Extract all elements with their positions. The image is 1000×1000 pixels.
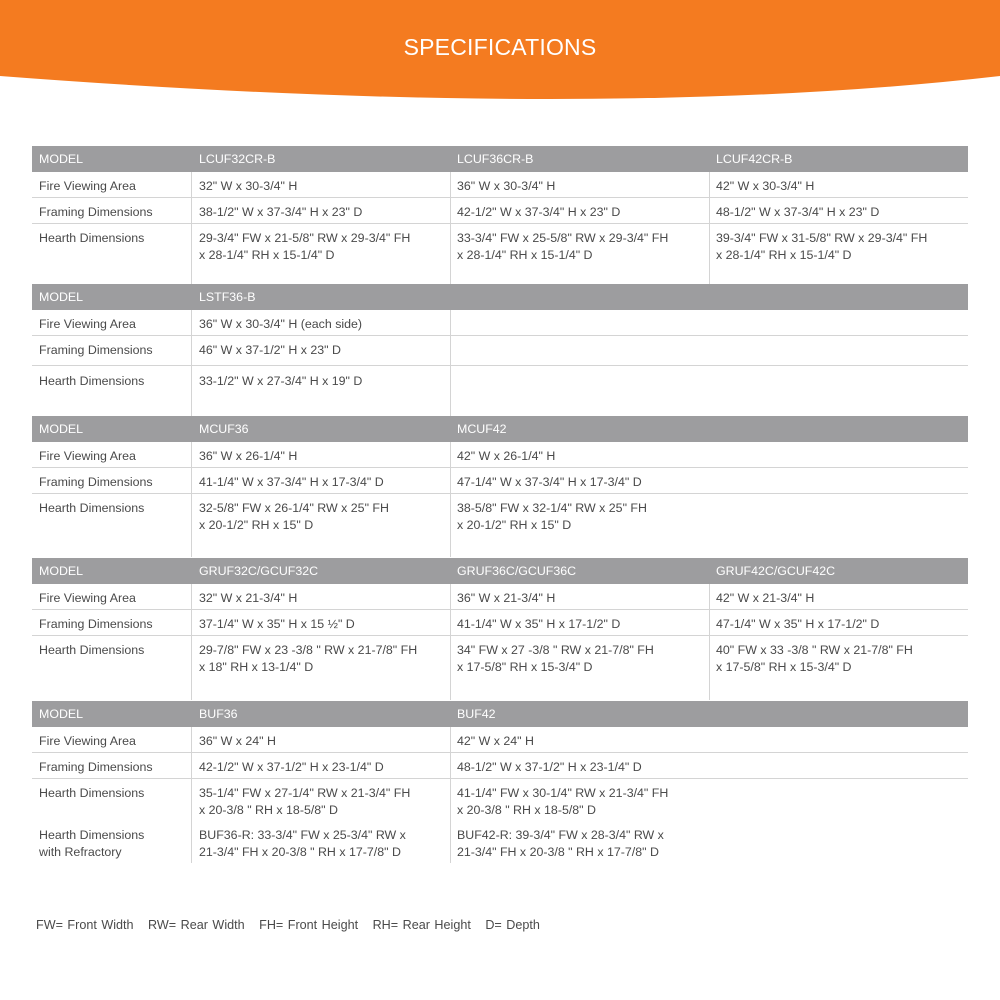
row-label: Hearth Dimensions bbox=[39, 786, 145, 800]
model-name: LCUF36CR-B bbox=[457, 152, 534, 166]
table-header-row bbox=[32, 146, 968, 172]
table-row bbox=[32, 494, 968, 557]
row-label: Hearth Dimensions bbox=[39, 374, 145, 388]
spec-value: 41-1/4" W x 35" H x 17-1/2" D bbox=[457, 617, 621, 631]
legend-item: RH= Rear Height bbox=[372, 918, 471, 932]
spec-value: 42" W x 24" H bbox=[457, 734, 534, 748]
table-row bbox=[32, 753, 968, 779]
table-row bbox=[32, 172, 968, 198]
spec-value: 42-1/2" W x 37-1/2" H x 23-1/4" D bbox=[199, 760, 384, 774]
spec-value: 42" W x 21-3/4" H bbox=[716, 591, 815, 605]
model-name: LCUF32CR-B bbox=[199, 152, 276, 166]
row-label: Framing Dimensions bbox=[39, 343, 153, 357]
spec-value: 35-1/4" FW x 27-1/4" RW x 21-3/4" FH x 20-3/8 " RH x 18-5/8" D bbox=[199, 786, 411, 817]
spec-table-lcuf bbox=[32, 146, 968, 284]
spec-value: 32-5/8" FW x 26-1/4" RW x 25" FH x 20-1/2" RH x 15" D bbox=[199, 501, 389, 532]
model-header-label: MODEL bbox=[39, 564, 84, 578]
spec-value: 38-5/8" FW x 32-1/4" RW x 25" FH x 20-1/2" RH x 15" D bbox=[457, 501, 647, 532]
table-row bbox=[32, 727, 968, 753]
spec-value: 34" FW x 27 -3/8 " RW x 21-7/8" FH x 17-5/8" RH x 15-3/4" D bbox=[457, 643, 654, 674]
table-row bbox=[32, 821, 968, 865]
table-header-row bbox=[32, 558, 968, 584]
legend-item: FH= Front Height bbox=[259, 918, 359, 932]
model-name: MCUF36 bbox=[199, 422, 249, 436]
spec-table-gruf bbox=[32, 558, 968, 700]
spec-value: 42" W x 30-3/4" H bbox=[716, 179, 815, 193]
spec-value: 47-1/4" W x 37-3/4" H x 17-3/4" D bbox=[457, 475, 642, 489]
spec-table-buf bbox=[32, 701, 968, 865]
spec-value: 48-1/2" W x 37-1/2" H x 23-1/4" D bbox=[457, 760, 642, 774]
table-header-row bbox=[32, 284, 968, 310]
spec-value: 39-3/4" FW x 31-5/8" RW x 29-3/4" FH x 28-1/4" RH x 15-1/4" D bbox=[716, 231, 928, 262]
row-label: Fire Viewing Area bbox=[39, 317, 136, 331]
row-label: Hearth Dimensions bbox=[39, 501, 145, 515]
model-name: LCUF42CR-B bbox=[716, 152, 793, 166]
table-header-row bbox=[32, 416, 968, 442]
spec-value: 42-1/2" W x 37-3/4" H x 23" D bbox=[457, 205, 621, 219]
table-row bbox=[32, 224, 968, 284]
table-row bbox=[32, 610, 968, 636]
spec-value: 38-1/2" W x 37-3/4" H x 23" D bbox=[199, 205, 363, 219]
row-label: Framing Dimensions bbox=[39, 205, 153, 219]
model-name: BUF36 bbox=[199, 707, 238, 721]
spec-value: BUF42-R: 39-3/4" FW x 28-3/4" RW x 21-3/4" FH x 20-3/8 " RH x 17-7/8" D bbox=[457, 828, 664, 859]
spec-value: 36" W x 21-3/4" H bbox=[457, 591, 556, 605]
spec-value: 47-1/4" W x 35" H x 17-1/2" D bbox=[716, 617, 880, 631]
model-name: BUF42 bbox=[457, 707, 496, 721]
table-row bbox=[32, 636, 968, 700]
row-label: Hearth Dimensions with Refractory bbox=[39, 828, 145, 859]
legend-item: FW= Front Width bbox=[36, 918, 134, 932]
model-header-label: MODEL bbox=[39, 422, 84, 436]
spec-value: 36" W x 24" H bbox=[199, 734, 276, 748]
spec-value: 33-3/4" FW x 25-5/8" RW x 29-3/4" FH x 28-1/4" RH x 15-1/4" D bbox=[457, 231, 669, 262]
spec-value: 32" W x 21-3/4" H bbox=[199, 591, 298, 605]
table-row bbox=[32, 310, 968, 336]
spec-value: 33-1/2" W x 27-3/4" H x 19" D bbox=[199, 374, 363, 388]
row-label: Fire Viewing Area bbox=[39, 591, 136, 605]
spec-value: 41-1/4" FW x 30-1/4" RW x 21-3/4" FH x 20-3/8 " RH x 18-5/8" D bbox=[457, 786, 669, 817]
spec-value: BUF36-R: 33-3/4" FW x 25-3/4" RW x 21-3/4" FH x 20-3/8 " RH x 17-7/8" D bbox=[199, 828, 406, 859]
spec-value: 29-3/4" FW x 21-5/8" RW x 29-3/4" FH x 28-1/4" RH x 15-1/4" D bbox=[199, 231, 411, 262]
row-label: Framing Dimensions bbox=[39, 760, 153, 774]
abbreviation-legend bbox=[36, 918, 550, 932]
spec-value: 36" W x 26-1/4" H bbox=[199, 449, 298, 463]
model-name: GRUF42C/GCUF42C bbox=[716, 564, 836, 578]
table-row bbox=[32, 366, 968, 416]
spec-value: 36" W x 30-3/4" H (each side) bbox=[199, 317, 363, 331]
spec-table-lstf bbox=[32, 284, 968, 416]
model-header-label: MODEL bbox=[39, 290, 84, 304]
spec-value: 40" FW x 33 -3/8 " RW x 21-7/8" FH x 17-5/8" RH x 15-3/4" D bbox=[716, 643, 913, 674]
table-row bbox=[32, 198, 968, 224]
row-label: Framing Dimensions bbox=[39, 617, 153, 631]
spec-value: 41-1/4" W x 37-3/4" H x 17-3/4" D bbox=[199, 475, 384, 489]
row-label: Hearth Dimensions bbox=[39, 231, 145, 245]
table-row bbox=[32, 584, 968, 610]
row-label: Fire Viewing Area bbox=[39, 449, 136, 463]
model-name: GRUF36C/GCUF36C bbox=[457, 564, 577, 578]
spec-value: 37-1/4" W x 35" H x 15 ½" D bbox=[199, 617, 355, 631]
page-title: SPECIFICATIONS bbox=[403, 34, 597, 60]
table-header-row bbox=[32, 701, 968, 727]
model-name: MCUF42 bbox=[457, 422, 507, 436]
model-header-label: MODEL bbox=[39, 152, 84, 166]
model-name: LSTF36-B bbox=[199, 290, 256, 304]
table-row bbox=[32, 442, 968, 468]
spec-value: 29-7/8" FW x 23 -3/8 " RW x 21-7/8" FH x 18" RH x 13-1/4" D bbox=[199, 643, 418, 674]
model-header-label: MODEL bbox=[39, 707, 84, 721]
legend-item: D= Depth bbox=[485, 918, 540, 932]
row-label: Hearth Dimensions bbox=[39, 643, 145, 657]
legend-item: RW= Rear Width bbox=[148, 918, 245, 932]
spec-value: 32" W x 30-3/4" H bbox=[199, 179, 298, 193]
spec-value: 36" W x 30-3/4" H bbox=[457, 179, 556, 193]
spec-table-mcuf bbox=[32, 416, 968, 557]
table-row bbox=[32, 336, 968, 366]
spec-value: 46" W x 37-1/2" H x 23" D bbox=[199, 343, 341, 357]
spec-value: 48-1/2" W x 37-3/4" H x 23" D bbox=[716, 205, 880, 219]
spec-value: 42" W x 26-1/4" H bbox=[457, 449, 556, 463]
table-row bbox=[32, 468, 968, 494]
row-label: Fire Viewing Area bbox=[39, 179, 136, 193]
table-row bbox=[32, 779, 968, 821]
model-name: GRUF32C/GCUF32C bbox=[199, 564, 319, 578]
row-label: Framing Dimensions bbox=[39, 475, 153, 489]
row-label: Fire Viewing Area bbox=[39, 734, 136, 748]
